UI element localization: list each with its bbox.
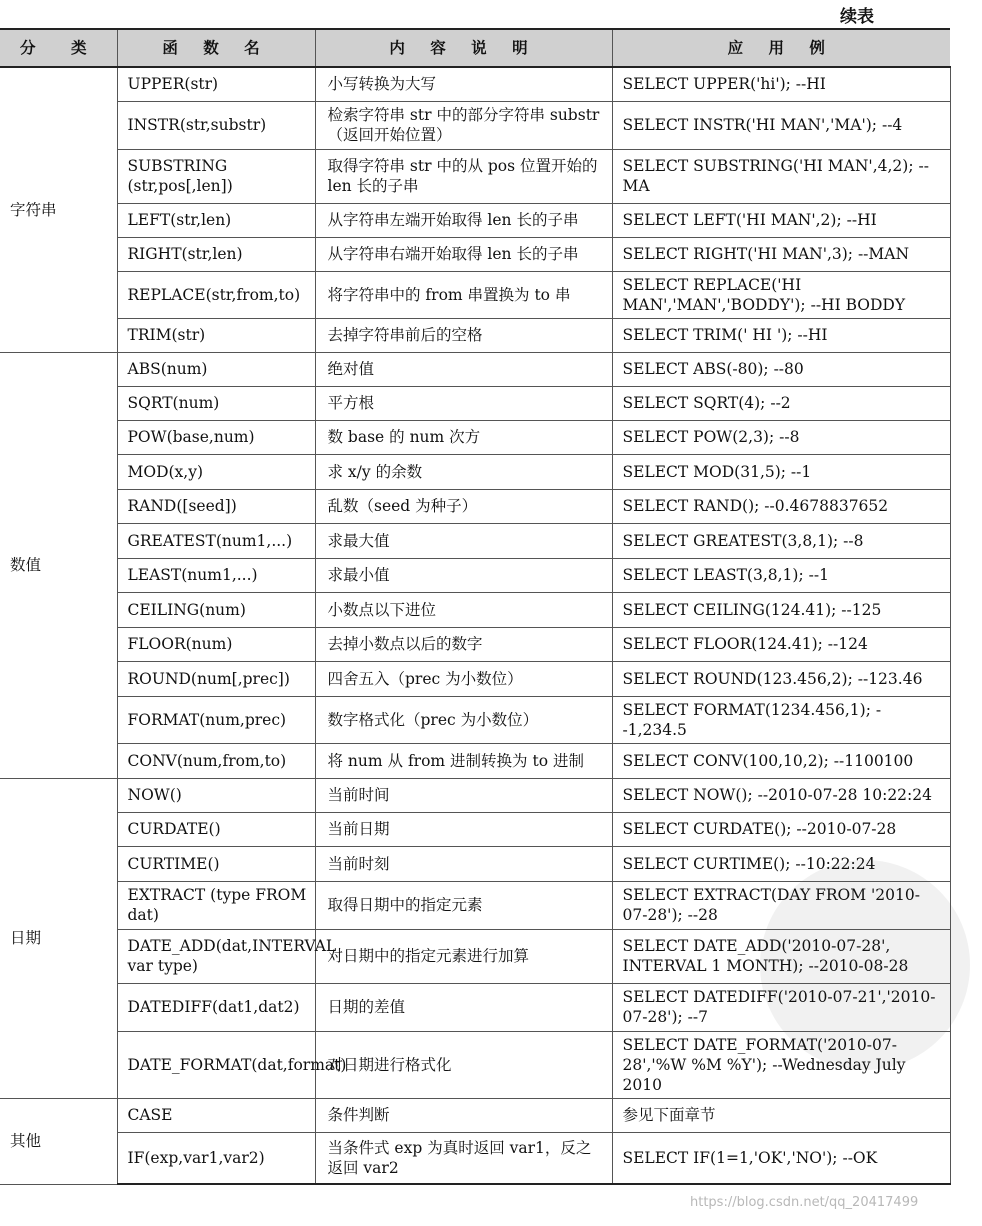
function-name-cell: RAND([seed]) [117,489,315,523]
description-cell: 取得字符串 str 中的从 pos 位置开始的 len 长的子串 [315,149,612,203]
function-name-cell: DATE_ADD(dat,INTERVAL var type) [117,929,315,983]
example-cell: SELECT ABS(-80); --80 [612,352,950,386]
table-row [0,420,950,454]
function-name-cell: RIGHT(str,len) [117,237,315,271]
example-cell: SELECT MOD(31,5); --1 [612,454,950,489]
function-name-cell: CASE [117,1098,315,1132]
table-row [0,1031,950,1098]
example-cell: SELECT DATE_FORMAT('2010-07-28','%W %M %Y'); --Wednesday July 2010 [612,1031,950,1098]
example-cell: SELECT DATEDIFF('2010-07-21','2010-07-28'); --7 [612,983,950,1031]
table-row [0,237,950,271]
function-name-cell: LEFT(str,len) [117,203,315,237]
category-cell: 数值 [0,352,117,778]
table-row [0,318,950,352]
function-name-cell: SQRT(num) [117,386,315,420]
description-cell: 对日期中的指定元素进行加算 [315,929,612,983]
header-function: 函 数 名 [117,29,315,67]
table-row [0,1132,950,1184]
function-name-cell: UPPER(str) [117,67,315,101]
function-name-cell: MOD(x,y) [117,454,315,489]
description-cell: 条件判断 [315,1098,612,1132]
table-row [0,696,950,743]
function-name-cell: DATEDIFF(dat1,dat2) [117,983,315,1031]
function-name-cell: ABS(num) [117,352,315,386]
continued-label: 续表 [840,7,874,27]
description-cell: 当前日期 [315,812,612,846]
description-cell: 求最大值 [315,523,612,558]
example-cell: SELECT GREATEST(3,8,1); --8 [612,523,950,558]
description-cell: 去掉字符串前后的空格 [315,318,612,352]
table-row [0,352,950,386]
table-row [0,812,950,846]
description-cell: 从字符串右端开始取得 len 长的子串 [315,237,612,271]
example-cell: SELECT SQRT(4); --2 [612,386,950,420]
description-cell: 去掉小数点以后的数字 [315,627,612,661]
table-row [0,149,950,203]
table-row [0,454,950,489]
description-cell: 小写转换为大写 [315,67,612,101]
function-name-cell: LEAST(num1,...) [117,558,315,592]
example-cell: SELECT NOW(); --2010-07-28 10:22:24 [612,778,950,812]
category-cell: 其他 [0,1098,117,1184]
example-cell: SELECT FORMAT(1234.456,1); --1,234.5 [612,696,950,743]
function-name-cell: CEILING(num) [117,592,315,627]
function-name-cell: CURDATE() [117,812,315,846]
table-row [0,1098,950,1132]
function-name-cell: DATE_FORMAT(dat,format) [117,1031,315,1098]
function-name-cell: REPLACE(str,from,to) [117,271,315,318]
example-cell: SELECT CURDATE(); --2010-07-28 [612,812,950,846]
example-cell: SELECT REPLACE('HI MAN','MAN','BODDY'); --HI BODDY [612,271,950,318]
function-name-cell: INSTR(str,substr) [117,101,315,149]
example-cell: SELECT ROUND(123.456,2); --123.46 [612,661,950,696]
function-name-cell: POW(base,num) [117,420,315,454]
function-name-cell: IF(exp,var1,var2) [117,1132,315,1184]
description-cell: 平方根 [315,386,612,420]
description-cell: 小数点以下进位 [315,592,612,627]
example-cell: 参见下面章节 [612,1098,950,1132]
example-cell: SELECT LEAST(3,8,1); --1 [612,558,950,592]
description-cell: 将字符串中的 from 串置换为 to 串 [315,271,612,318]
description-cell: 检索字符串 str 中的部分字符串 substr（返回开始位置） [315,101,612,149]
description-cell: 乱数（seed 为种子） [315,489,612,523]
example-cell: SELECT FLOOR(124.41); --124 [612,627,950,661]
description-cell: 数字格式化（prec 为小数位） [315,696,612,743]
table-row [0,881,950,929]
header-row [0,29,950,67]
description-cell: 求 x/y 的余数 [315,454,612,489]
category-cell: 字符串 [0,67,117,352]
function-name-cell: GREATEST(num1,...) [117,523,315,558]
table-row [0,846,950,881]
function-name-cell: NOW() [117,778,315,812]
table-row [0,101,950,149]
description-cell: 日期的差值 [315,983,612,1031]
table-row [0,489,950,523]
header-example: 应 用 例 [612,29,950,67]
table-row [0,592,950,627]
table-row [0,203,950,237]
description-cell: 当前时间 [315,778,612,812]
example-cell: SELECT CURTIME(); --10:22:24 [612,846,950,881]
table-row [0,929,950,983]
function-name-cell: CONV(num,from,to) [117,743,315,778]
example-cell: SELECT LEFT('HI MAN',2); --HI [612,203,950,237]
table-row [0,743,950,778]
description-cell: 数 base 的 num 次方 [315,420,612,454]
function-name-cell: CURTIME() [117,846,315,881]
table-row [0,627,950,661]
description-cell: 取得日期中的指定元素 [315,881,612,929]
function-name-cell: TRIM(str) [117,318,315,352]
function-name-cell: FLOOR(num) [117,627,315,661]
example-cell: SELECT DATE_ADD('2010-07-28', INTERVAL 1 MONTH); --2010-08-28 [612,929,950,983]
table-row [0,983,950,1031]
table-row [0,558,950,592]
category-cell: 日期 [0,778,117,1098]
example-cell: SELECT CONV(100,10,2); --1100100 [612,743,950,778]
table-row [0,67,950,101]
function-name-cell: EXTRACT (type FROM dat) [117,881,315,929]
header-category: 分 类 [0,29,117,67]
description-cell: 当前时刻 [315,846,612,881]
example-cell: SELECT INSTR('HI MAN','MA'); --4 [612,101,950,149]
function-name-cell: SUBSTRING (str,pos[,len]) [117,149,315,203]
example-cell: SELECT RIGHT('HI MAN',3); --MAN [612,237,950,271]
description-cell: 四舍五入（prec 为小数位） [315,661,612,696]
example-cell: SELECT TRIM(' HI '); --HI [612,318,950,352]
description-cell: 绝对值 [315,352,612,386]
example-cell: SELECT RAND(); --0.4678837652 [612,489,950,523]
table-row [0,271,950,318]
example-cell: SELECT SUBSTRING('HI MAN',4,2); --MA [612,149,950,203]
table-row [0,386,950,420]
description-cell: 将 num 从 from 进制转换为 to 进制 [315,743,612,778]
description-cell: 当条件式 exp 为真时返回 var1，反之返回 var2 [315,1132,612,1184]
example-cell: SELECT IF(1=1,'OK','NO'); --OK [612,1132,950,1184]
description-cell: 从字符串左端开始取得 len 长的子串 [315,203,612,237]
function-table [0,28,951,1185]
source-watermark: https://blog.csdn.net/qq_20417499 [690,1195,919,1210]
example-cell: SELECT CEILING(124.41); --125 [612,592,950,627]
example-cell: SELECT UPPER('hi'); --HI [612,67,950,101]
function-name-cell: FORMAT(num,prec) [117,696,315,743]
example-cell: SELECT POW(2,3); --8 [612,420,950,454]
table-row [0,661,950,696]
description-cell: 对日期进行格式化 [315,1031,612,1098]
example-cell: SELECT EXTRACT(DAY FROM '2010-07-28'); --28 [612,881,950,929]
description-cell: 求最小值 [315,558,612,592]
header-description: 内 容 说 明 [315,29,612,67]
function-name-cell: ROUND(num[,prec]) [117,661,315,696]
table-row [0,778,950,812]
table-row [0,523,950,558]
